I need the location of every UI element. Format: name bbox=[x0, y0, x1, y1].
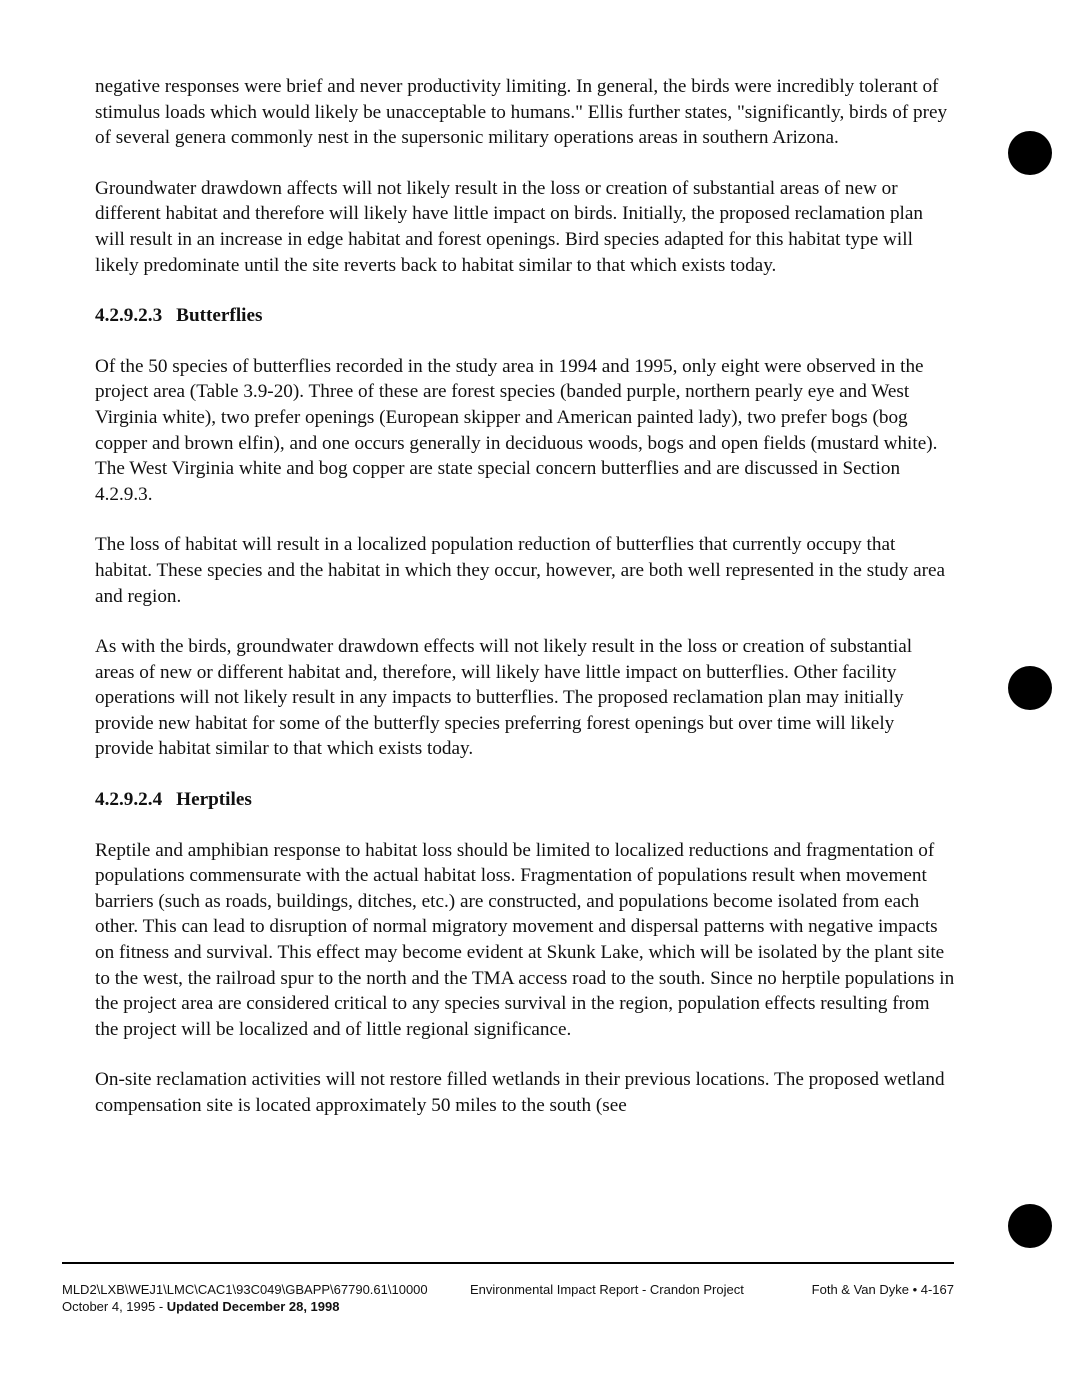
footer-report-title: Environmental Impact Report - Crandon Project bbox=[470, 1282, 744, 1297]
paragraph-birds-groundwater: Groundwater drawdown affects will not likely result in the loss or creation of substantial areas of new or different habitat and therefore will likely have little impact on birds. Initially, the proposed reclamation plan will result in an increase in edge habitat and forest openings. Bird species adapted for this habitat type will likely predominate until the site reverts back to habitat similar to that which exists today. bbox=[95, 177, 923, 276]
footer-firm-page-number: Foth & Van Dyke • 4-167 bbox=[811, 1282, 954, 1297]
footer-file-path: MLD2\LXB\WEJ1\LMC\CAC1\93C049\GBAPP\67790.61\10000 bbox=[62, 1282, 428, 1297]
heading-herptiles bbox=[95, 787, 955, 813]
paragraph-butterflies-habitat-loss: The loss of habitat will result in a localized population reduction of butterflies that currently occupy that habitat. These species and the habitat in which they occur, however, are both well represented in the study area and region. bbox=[95, 534, 946, 607]
document-body bbox=[95, 74, 955, 1144]
heading-butterflies-number: 4.2.9.2.3 bbox=[95, 305, 163, 327]
heading-herptiles-title: Herptiles bbox=[176, 789, 252, 811]
footer-date bbox=[62, 1298, 339, 1315]
heading-butterflies-title: Butterflies bbox=[176, 305, 263, 327]
paragraph-birds-tolerance: negative responses were brief and never productivity limiting. In general, the birds were incredibly tolerant of stimulus loads which would likely be unacceptable to humans." Ellis further states, "significantly, birds of prey of several genera commonly nest in the supersonic military operations areas in southern Arizona. bbox=[95, 76, 948, 149]
footer-updated-date: Updated December 28, 1998 bbox=[166, 1299, 340, 1314]
paragraph-butterflies-species: Of the 50 species of butterflies recorded in the study area in 1994 and 1995, only eight were observed in the project area (Table 3.9-20). Three of these are forest species (banded purple, northern pearly eye and West Virginia white), two prefer openings (European skipper and American painted lady), two prefer bogs (bog copper and brown elfin), and one occurs generally in deciduous woods, bogs and open fields (mustard white). The West Virginia white and bog copper are state special concern butterflies and are discussed in Section 4.2.9.3. bbox=[95, 355, 938, 505]
page-footer bbox=[62, 1281, 954, 1315]
footer-divider bbox=[62, 1262, 954, 1264]
paragraph-herptiles-response: Reptile and amphibian response to habitat loss should be limited to localized reductions and fragmentation of populations commensurate with the actual habitat loss. Fragmentation of populations result when movement barriers (such as roads, buildings, ditches, etc.) are constructed, and populations become isolated from each other. This can lead to disruption of normal migratory movement and dispersal patterns with negative impacts on fitness and survival. This effect may become evident at Skunk Lake, which will be isolated by the plant site to the west, the railroad spur to the north and the TMA access road to the south. Since no herptile populations in the project area are considered critical to any species survival in the region, population effects resulting from the project will be localized and of little regional significance. bbox=[95, 839, 955, 1040]
paragraph-butterflies-groundwater: As with the birds, groundwater drawdown effects will not likely result in the loss or creation of substantial areas of new or different habitat and, therefore, will likely have little impact on butterflies. Other facility operations will not likely result in any impacts to butterflies. The proposed reclamation plan may initially provide new habitat for some of the butterfly species preferring forest openings but over time will likely provide habitat similar to that which exists today. bbox=[95, 636, 913, 760]
margin-bullet-dot-icon bbox=[1008, 666, 1052, 710]
heading-butterflies bbox=[95, 303, 955, 329]
margin-bullet-dot-icon bbox=[1008, 1204, 1052, 1248]
margin-bullet-dot-icon bbox=[1008, 131, 1052, 175]
footer-original-date: October 4, 1995 - bbox=[62, 1299, 167, 1314]
heading-herptiles-number: 4.2.9.2.4 bbox=[95, 789, 163, 811]
paragraph-herptiles-reclamation: On-site reclamation activities will not restore filled wetlands in their previous locations. The proposed wetland compensation site is located approximately 50 miles to the south (see bbox=[95, 1069, 945, 1116]
